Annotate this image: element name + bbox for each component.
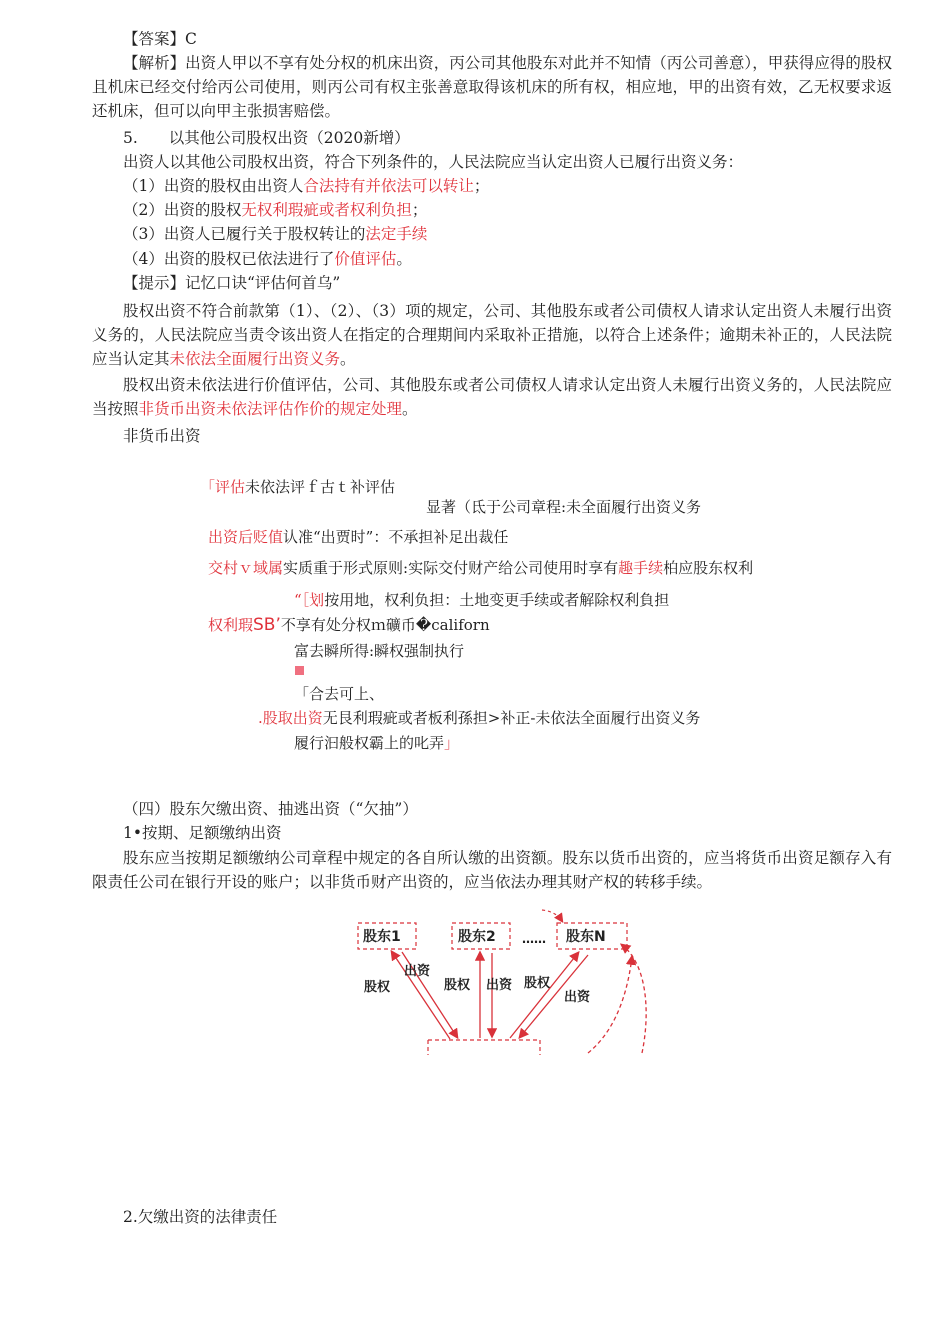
dashed-return-curve-outer	[622, 945, 646, 1053]
dashed-top-arrow	[542, 910, 562, 921]
nonmonetary-heading: 非货币出资	[123, 427, 201, 445]
conditions-intro: 出资人以其他公司股权出资，符合下列条件的，人民法院应当认定出资人已履行出资义务：	[123, 153, 744, 171]
equity-label-2: 股权	[444, 978, 471, 993]
equity-label-3: 股权	[524, 976, 551, 991]
mindmap-defect: 权利瑕SB’不享有处分权ｍ礦币�californ	[208, 615, 490, 635]
condition-4-highlight: 价值评估	[334, 250, 397, 268]
condition-1: （1）出资的股权由出资人合法持有并依法可以转让；	[123, 177, 490, 195]
mindmap-legal-transfer: 「合去可上、	[294, 685, 385, 703]
tip-line: 【提示】记忆口诀“评估何首乌”	[123, 274, 341, 292]
mindmap-significant: 显著（氐于公司章程:未全面履行出资义务	[426, 498, 702, 516]
contribution-diagram	[350, 905, 660, 1060]
dashed-return-curve-inner	[588, 957, 632, 1053]
condition-3-highlight: 法定手续	[365, 225, 428, 243]
equity-label-1: 股权	[364, 980, 391, 995]
valuation-paragraph: 股权出资未依法进行价值评估，公司、其他股东或者公司债权人请求认定出资人未履行出资义务的，人民法院应当按照非货币出资未依法评估作价的规定处理。	[92, 376, 892, 418]
mindmap-equity: .股取出资无艮利瑕疵或者板利孫担>补正-未依法全面履行出资义务	[258, 709, 701, 727]
condition-4: （4）出资的股权已依法进行了价值评估。	[123, 250, 412, 268]
section-4-heading: （四）股东欠缴出资、抽逃出资（“欠抽”）	[123, 800, 418, 818]
contribution-label-3: 出资	[564, 990, 591, 1005]
shareholder-n-label: 股东N	[566, 929, 606, 945]
bullet-square-icon	[295, 666, 304, 675]
ellipsis-label: ……	[522, 932, 546, 946]
rectify-highlight: 未依法全面履行出资义务	[169, 350, 341, 368]
contribution-label-2: 出资	[486, 978, 513, 993]
section-5-heading: 5. 以其他公司股权出资（2020新增）	[123, 129, 410, 147]
shareholder-2-label: 股东2	[458, 929, 496, 945]
answer-line: 【答案】C	[123, 30, 197, 48]
mindmap-delivery: 交村ｖ域属实质重于形式原则:实际交付财产给公司使用时享有趣手续柏应股东权利	[208, 559, 754, 577]
mindmap-illegal-gain: 富去瞬所得:瞬权强制执行	[294, 642, 465, 660]
valuation-highlight: 非货币出资未依法评估作价的规定处理	[138, 400, 403, 418]
condition-3: （3）出资人已履行关于股权转让的法定手续	[123, 225, 428, 243]
mindmap-valuation: 「评估未依法评ｆ古ｔ补评估	[200, 478, 396, 496]
section-4-1-heading: 1•按期、足额缴纳出资	[123, 824, 282, 842]
condition-1-highlight: 合法持有并依法可以转让	[303, 177, 474, 195]
mindmap-land: “［划按用地，权利负担：土地变更手续或者解除权利負担	[294, 591, 670, 609]
analysis-paragraph: 【解析】出资人甲以不享有处分权的机床出资，丙公司其他股东对此并不知情（丙公司善意），甲获得应得的股权且机床已经交付给丙公司使用，则丙公司有权主张善意取得该机床的所有权，相应地，甲的出资有效，乙无权要求返还机床，但可以向甲主张损害赔偿。	[92, 54, 892, 120]
mindmap-procedure: 履行汩般权霸上的叱弄」	[294, 734, 460, 752]
section-4-1-body: 股东应当按期足额缴纳公司章程中规定的各自所认缴的出资额。股东以货币出资的，应当将货币出资足额存入有限责任公司在银行开设的账户；以非货币财产出资的，应当依法办理其财产权的转移手续。	[92, 849, 892, 891]
mindmap-depreciation: 出资后贬值认准“出贾时”：不承担补足出裁任	[208, 528, 509, 546]
condition-2: （2）出资的股权无权利瑕疵或者权利负担；	[123, 201, 428, 219]
condition-2-highlight: 无权利瑕疵或者权利负担	[241, 201, 412, 219]
section-4-2-heading: 2.欠缴出资的法律责任	[123, 1208, 278, 1226]
contribution-label-1: 出资	[404, 964, 431, 979]
shareholder-1-label: 股东1	[363, 929, 401, 945]
rectify-paragraph: 股权出资不符合前款第（1）、（2）、（3）项的规定，公司、其他股东或者公司债权人请求认定出资人未履行出资义务的，人民法院应当责令该出资人在指定的合理期间内采取补正措施，以符合上述条件；逾期未补正的，人民法院应当认定其未依法全面履行出资义务。	[92, 302, 892, 368]
